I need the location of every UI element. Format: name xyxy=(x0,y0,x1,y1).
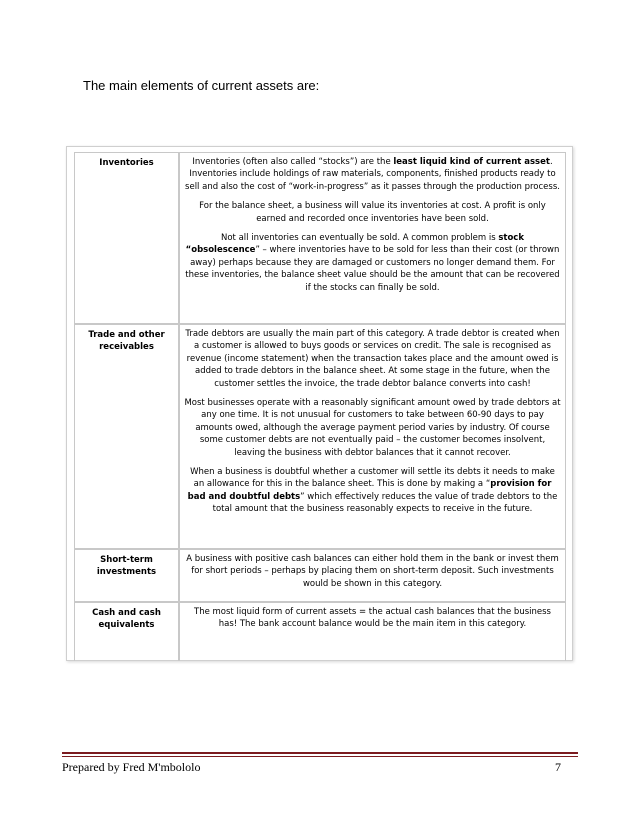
content-paragraph xyxy=(184,553,561,590)
text-run: Most businesses operate with a reasonably significant amount owed by trade debtors at any one time. It is not unusual for customers to take between 60-90 days to pay amounts owed, although the average payment period varies by industry. Of course some customer debts are not eventually paid – the customer becomes insolvent, leaving the business with debtor balances that it cannot recover. xyxy=(184,398,561,458)
bold-text: provision for bad and doubtful debts xyxy=(187,479,552,502)
text-run: Not all inventories can eventually be sold. A common problem is xyxy=(221,233,499,244)
text-run: A business with positive cash balances can either hold them in the bank or invest them for short periods – perhaps by placing them on short-term deposit. Such investments would be shown in this category. xyxy=(186,554,559,589)
row-content xyxy=(179,152,566,324)
table-row-receivables xyxy=(74,324,566,549)
row-label: Trade and other receivables xyxy=(74,324,179,549)
row-content xyxy=(179,549,566,602)
content-paragraph xyxy=(184,200,561,225)
current-assets-table-frame xyxy=(66,146,573,661)
text-run: ” which effectively reduces the value of trade debtors to the total amount that the business reasonably expects to receive in the future. xyxy=(212,491,558,515)
bold-text: least liquid kind of current asset xyxy=(393,157,550,167)
content-paragraph xyxy=(184,397,561,459)
bold-text: stock “obsolescence xyxy=(185,233,524,256)
current-assets-table xyxy=(74,152,566,661)
footer-author: Prepared by Fred M'mbololo xyxy=(62,760,201,774)
content-paragraph xyxy=(184,606,561,631)
footer-divider-thick xyxy=(62,752,578,754)
page-number: 7 xyxy=(555,760,561,774)
content-paragraph xyxy=(184,156,561,193)
text-run: ” – where inventories have to be sold for less than their cost (or thrown away) perhaps because they are damaged or customers no longer demand them. For these inventories, the balance sheet value should be the amount that can be recovered if the stocks can finally be sold. xyxy=(185,245,560,293)
row-content xyxy=(179,602,566,661)
text-run: The most liquid form of current assets = the actual cash balances that the business has! The bank account balance would be the main item in this category. xyxy=(194,607,551,630)
row-content xyxy=(179,324,566,549)
content-paragraph xyxy=(184,466,561,516)
row-label: Short-term investments xyxy=(74,549,179,602)
row-label: Inventories xyxy=(74,152,179,324)
row-label: Cash and cash equivalents xyxy=(74,602,179,661)
table-row-inventories xyxy=(74,152,566,324)
table-row-cash xyxy=(74,602,566,661)
footer-divider-thin xyxy=(62,756,578,757)
intro-text: The main elements of current assets are: xyxy=(83,78,320,93)
text-run: . Inventories include holdings of raw materials, components, finished products ready to sell and also the cost of “work-in-progress” as it passes through the production process. xyxy=(185,157,560,192)
text-run: When a business is doubtful whether a customer will settle its debts it needs to make an allowance for this in the balance sheet. This is done by making a “ xyxy=(190,467,555,490)
content-paragraph xyxy=(184,232,561,294)
content-paragraph xyxy=(184,328,561,390)
text-run: For the balance sheet, a business will value its inventories at cost. A profit is only earned and recorded once inventories have been sold. xyxy=(199,201,546,224)
text-run: Inventories (often also called “stocks”) are the xyxy=(192,157,394,167)
text-run: Trade debtors are usually the main part of this category. A trade debtor is created when a customer is allowed to buys goods or services on credit. The sale is recognised as revenue (income statement) when the transaction takes place and the amount owed is added to trade debtors in the balance sheet. At some stage in the future, when the customer settles the invoice, the trade debtor balance converts into cash! xyxy=(185,329,560,389)
table-row-short-term-investments xyxy=(74,549,566,602)
